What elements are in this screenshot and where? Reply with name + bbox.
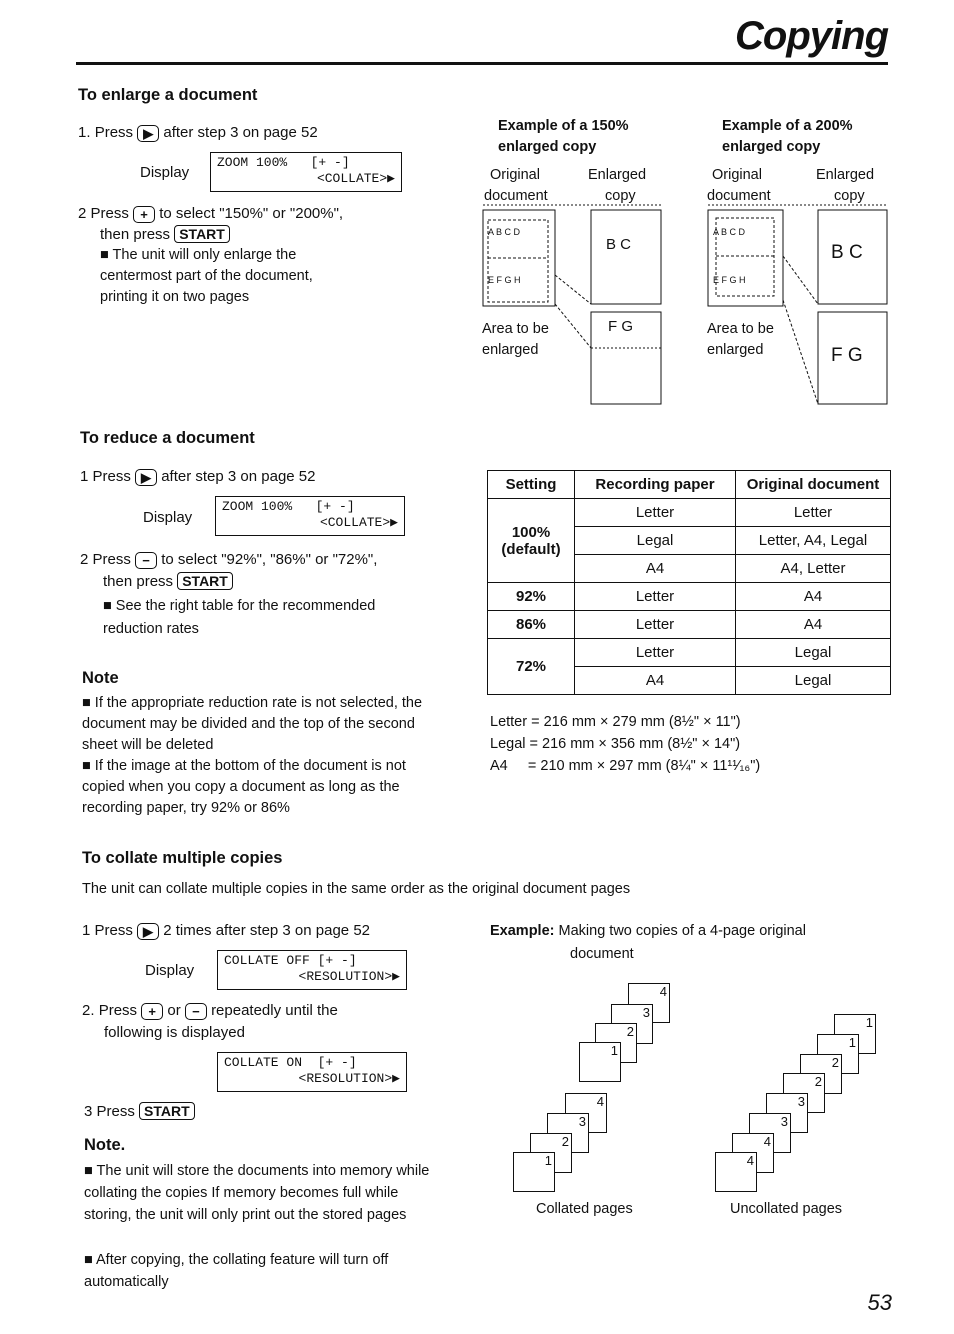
table-row: Legal Letter, A4, Legal	[488, 527, 891, 555]
example-text: Example: Making two copies of a 4-page original	[490, 923, 806, 939]
table-header: Setting	[488, 471, 575, 499]
note-heading: Note.	[84, 1136, 126, 1154]
ex200-title-2: enlarged copy	[722, 139, 821, 155]
ex150-letters-bottom: E F G H	[488, 275, 521, 285]
example-text-2: document	[570, 946, 634, 962]
minus-key-icon: −	[185, 1003, 207, 1020]
ex200-original-1: Original	[712, 167, 762, 183]
page-icon: 1	[817, 1034, 859, 1074]
page-icon: 2	[800, 1054, 842, 1094]
play-key-icon: ▶	[137, 125, 159, 142]
size-legal: Legal = 216 mm × 356 mm (8½" × 14")	[490, 736, 741, 752]
ex200-letters-top: A B C D	[713, 227, 746, 237]
collated-caption: Collated pages	[536, 1201, 633, 1217]
size-a4: A4 = 210 mm × 297 mm (8¼" × 11¹¹⁄₁₆")	[490, 758, 761, 774]
reduction-table	[487, 470, 891, 695]
collate-note-1: ■ The unit will store the documents into memory while collating the copies If memory becomes full while storing, the unit will only print out the stored pages	[84, 1163, 430, 1223]
ex200-original-2: document	[707, 188, 771, 204]
page-title: Copying	[735, 14, 888, 58]
collate-step-1: 1 Press ▶ 2 times after step 3 on page 52	[82, 922, 371, 939]
page-icon: 1	[834, 1014, 876, 1054]
ex200-area-1: Area to be	[707, 321, 774, 337]
table-header: Recording paper	[575, 471, 736, 499]
table-row: A4 Legal	[488, 667, 891, 695]
note-item-2: ■ If the image at the bottom of the document is not copied when you copy a document as long as the recording paper, try 92% or 86%	[82, 758, 406, 816]
ex150-original-2: document	[484, 188, 548, 204]
ex200-enlarged-2: copy	[834, 188, 865, 204]
page-number: 53	[867, 1290, 892, 1315]
collate-step-2-line2: following is displayed	[104, 1024, 245, 1041]
page-icon: 3	[766, 1093, 808, 1133]
ex150-title-1: Example of a 150%	[498, 118, 629, 134]
display-label: Display	[145, 962, 195, 979]
ex150-bc: B C	[606, 236, 632, 253]
page-icon: 1	[579, 1042, 621, 1082]
page-icon: 2	[595, 1023, 637, 1063]
note-heading: Note	[82, 669, 119, 687]
lcd-display-collate-on: COLLATE ON [+ -] <RESOLUTION>▶	[217, 1052, 407, 1092]
collate-note-2: ■ After copying, the collating feature will turn off automatically	[84, 1252, 389, 1290]
display-label: Display	[143, 509, 193, 526]
ex200-letters-bottom: E F G H	[713, 275, 746, 285]
page-icon: 2	[530, 1133, 572, 1173]
lcd-display-collate-off: COLLATE OFF [+ -] <RESOLUTION>▶	[217, 950, 407, 990]
page-icon: 3	[611, 1004, 653, 1044]
ex200-bc: B C	[831, 242, 863, 263]
display-label: Display	[140, 164, 190, 181]
ex200-fg: F G	[831, 345, 863, 366]
plus-key-icon: +	[141, 1003, 163, 1020]
page-icon: 4	[628, 983, 670, 1023]
reduce-bullet: ■ See the right table for the recommended reduction rates	[103, 598, 376, 637]
start-key: START	[174, 225, 230, 243]
collate-step-3: 3 Press START	[84, 1101, 195, 1122]
enlarge-step-1: 1. Press ▶ after step 3 on page 52	[78, 124, 318, 141]
reduce-step-2-line2: then press START	[103, 571, 233, 592]
ex150-area-2: enlarged	[482, 342, 539, 358]
collate-intro: The unit can collate multiple copies in the same order as the original document pages	[82, 881, 631, 897]
page-icon: 1	[513, 1152, 555, 1192]
page-icon: 3	[547, 1113, 589, 1153]
uncollated-caption: Uncollated pages	[730, 1201, 843, 1217]
table-row: 86% Letter A4	[488, 611, 891, 639]
ex200-area-2: enlarged	[707, 342, 764, 358]
play-key-icon: ▶	[135, 469, 157, 486]
ex200-title-1: Example of a 200%	[722, 118, 853, 134]
collate-heading: To collate multiple copies	[82, 849, 283, 867]
reduce-step-1: 1 Press ▶ after step 3 on page 52	[80, 468, 316, 485]
page-icon: 3	[749, 1113, 791, 1153]
play-key-icon: ▶	[137, 923, 159, 940]
ex150-title-2: enlarged copy	[498, 139, 597, 155]
minus-key-icon: −	[135, 552, 157, 569]
table-row: 72% Letter Legal	[488, 639, 891, 667]
setting-100: 100% (default)	[488, 499, 575, 583]
collate-step-2: 2. Press + or − repeatedly until the	[82, 1002, 338, 1019]
start-key: START	[139, 1102, 195, 1120]
ex150-area-1: Area to be	[482, 321, 549, 337]
page-icon: 4	[565, 1093, 607, 1133]
ex150-enlarged-2: copy	[605, 188, 636, 204]
enlarge-bullet: ■ The unit will only enlarge the centermost part of the document, printing it on two pages	[100, 247, 313, 305]
start-key: START	[177, 572, 233, 590]
enlarge-heading: To enlarge a document	[78, 86, 258, 104]
lcd-display: ZOOM 100% [+ -] <COLLATE>▶	[215, 496, 405, 536]
ex150-fg: F G	[608, 318, 633, 335]
ex150-enlarged-1: Enlarged	[588, 167, 647, 183]
table-header: Original document	[736, 471, 891, 499]
table-row: 100% (default) Letter Letter	[488, 499, 891, 527]
table-row: 92% Letter A4	[488, 583, 891, 611]
page-icon: 4	[732, 1133, 774, 1173]
enlarge-step-2-line2: then press START	[100, 224, 230, 245]
lcd-display: ZOOM 100% [+ -] <COLLATE>▶	[210, 152, 402, 192]
table-row: A4 A4, Letter	[488, 555, 891, 583]
reduce-heading: To reduce a document	[80, 429, 255, 447]
page-icon: 2	[783, 1073, 825, 1113]
size-letter: Letter = 216 mm × 279 mm (8½" × 11")	[490, 714, 741, 730]
page-icon: 4	[715, 1152, 757, 1192]
header-rule	[76, 62, 888, 65]
note-item-1: ■ If the appropriate reduction rate is not selected, the document may be divided and the top of the second sheet will be deleted	[82, 695, 423, 753]
enlarge-step-2: 2 Press + to select "150%" or "200%",	[78, 205, 344, 222]
plus-key-icon: +	[133, 206, 155, 223]
ex150-original-1: Original	[490, 167, 540, 183]
ex200-enlarged-1: Enlarged	[816, 167, 875, 183]
reduce-step-2: 2 Press − to select "92%", "86%" or "72%",	[80, 551, 378, 568]
ex150-letters-top: A B C D	[488, 227, 521, 237]
